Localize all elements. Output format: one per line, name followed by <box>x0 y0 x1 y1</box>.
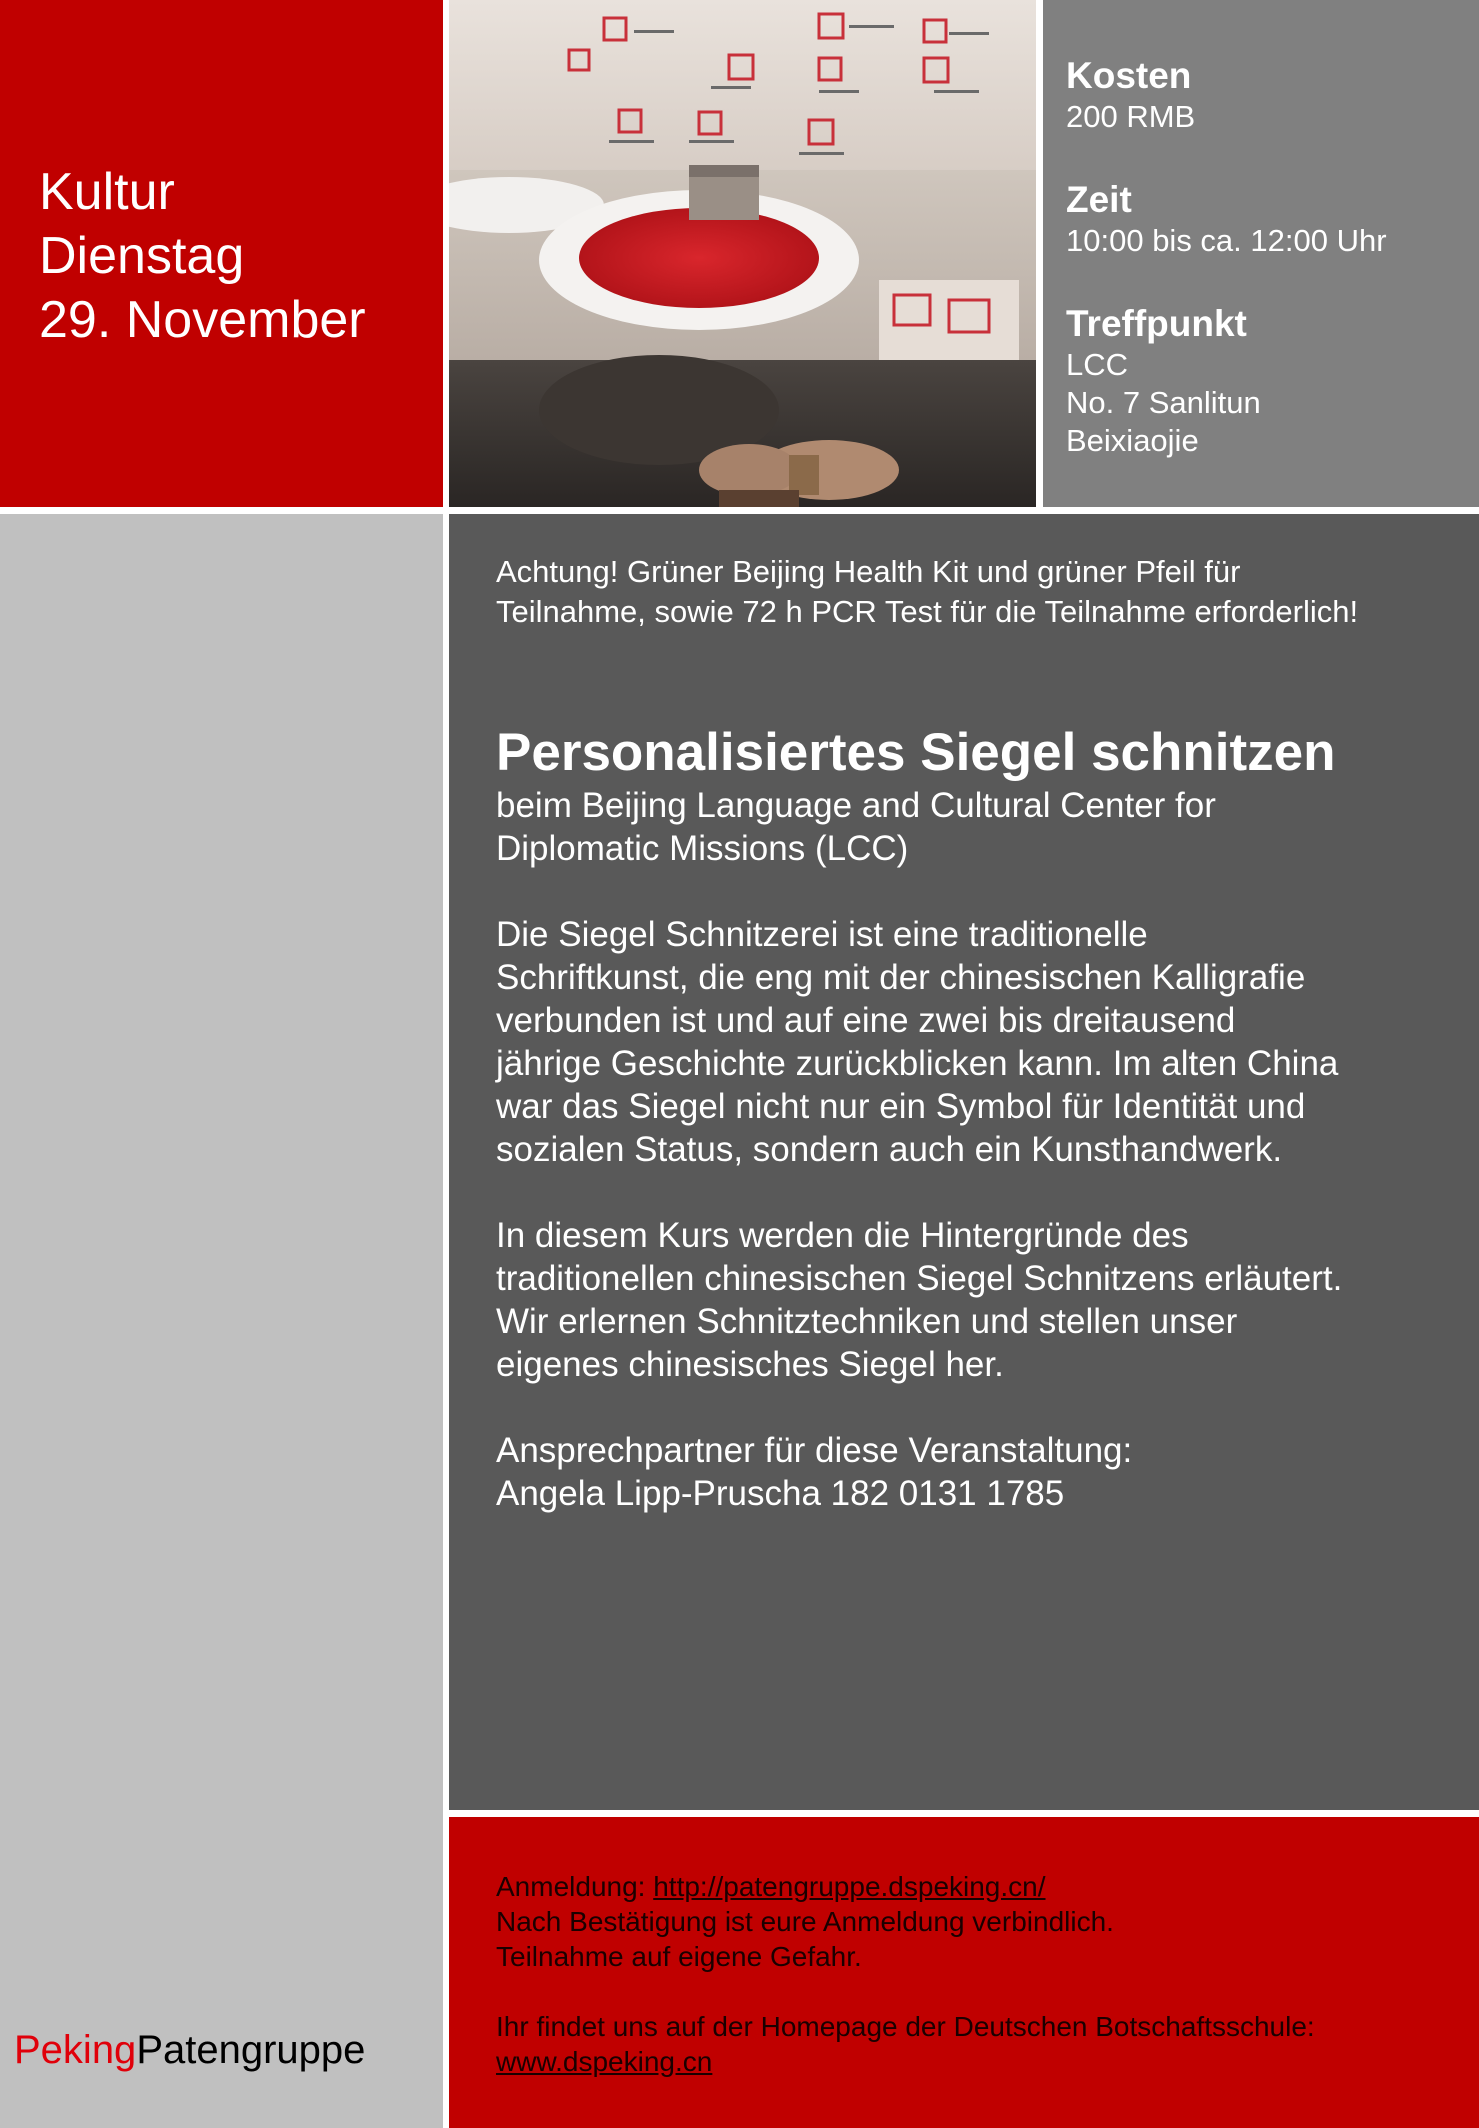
meeting-line: No. 7 Sanlitun <box>1066 385 1261 420</box>
footer-block <box>449 1817 1479 2128</box>
homepage-note: Ihr findet uns auf der Homepage der Deutschen Botschaftsschule: <box>496 2011 1315 2042</box>
notice <box>496 552 1456 632</box>
paragraph-line: In diesem Kurs werden die Hintergründe des <box>496 1216 1189 1255</box>
left-column <box>0 514 443 2128</box>
contact-label: Ansprechpartner für diese Veranstaltung: <box>496 1431 1133 1470</box>
paragraph-line: war das Siegel nicht nur ein Symbol für Identität und <box>496 1087 1306 1126</box>
paragraph-line: Wir erlernen Schnitztechniken und stellen unser <box>496 1302 1238 1341</box>
risk-note: Teilnahme auf eigene Gefahr. <box>496 1941 862 1972</box>
footer-text <box>496 1869 1315 2079</box>
description-paragraph-2 <box>496 1214 1456 1386</box>
contact-value: Angela Lipp-Pruscha 182 0131 1785 <box>496 1474 1065 1513</box>
brand-peking: Peking <box>14 2028 137 2072</box>
contact-section <box>496 1429 1456 1515</box>
subtitle-line: beim Beijing Language and Cultural Center for <box>496 786 1216 825</box>
seal-photo-illustration <box>449 0 1036 507</box>
meeting-label: Treffpunkt <box>1066 303 1247 344</box>
cost-label: Kosten <box>1066 55 1192 96</box>
event-category: Kultur <box>39 163 175 221</box>
event-subtitle <box>496 784 1456 870</box>
confirmation-note: Nach Bestätigung ist eure Anmeldung verbindlich. <box>496 1906 1114 1937</box>
header-block <box>0 0 443 507</box>
register-link[interactable]: http://patengruppe.dspeking.cn/ <box>653 1871 1046 1902</box>
event-title: Personalisiertes Siegel schnitzen <box>496 723 1336 782</box>
info-panel <box>1066 54 1387 460</box>
paragraph-line: sozialen Status, sondern auch ein Kunsthandwerk. <box>496 1130 1283 1169</box>
homepage-link[interactable]: www.dspeking.cn <box>496 2046 713 2077</box>
brand-patengruppe: Patengruppe <box>136 2028 366 2072</box>
paragraph-line: Die Siegel Schnitzerei ist eine traditionelle <box>496 915 1148 954</box>
paragraph-line: Schriftkunst, die eng mit der chinesischen Kalligrafie <box>496 958 1306 997</box>
register-label: Anmeldung: <box>496 1871 654 1902</box>
meeting-line: LCC <box>1066 347 1129 382</box>
meeting-line: Beixiaojie <box>1066 423 1199 458</box>
header-text <box>39 160 366 352</box>
paragraph-line: traditionellen chinesischen Siegel Schnitzens erläutert. <box>496 1259 1343 1298</box>
paragraph-line: verbunden ist und auf eine zwei bis dreitausend <box>496 1001 1236 1040</box>
time-value: 10:00 bis ca. 12:00 Uhr <box>1066 223 1387 258</box>
description-paragraph-1 <box>496 913 1456 1171</box>
main-content <box>449 514 1479 1810</box>
main-text <box>496 552 1456 1515</box>
time-label: Zeit <box>1066 179 1132 220</box>
notice-line: Achtung! Grüner Beijing Health Kit und grüner Pfeil für <box>496 554 1241 589</box>
notice-line: Teilnahme, sowie 72 h PCR Test für die Teilnahme erforderlich! <box>496 594 1359 629</box>
subtitle-line: Diplomatic Missions (LCC) <box>496 829 909 868</box>
paragraph-line: eigenes chinesisches Siegel her. <box>496 1345 1004 1384</box>
event-date: 29. November <box>39 291 366 349</box>
cost-value: 200 RMB <box>1066 99 1196 134</box>
brand-logo <box>14 2026 365 2074</box>
seal-carving-photo <box>449 0 1036 507</box>
register-line <box>496 1869 1315 1904</box>
paragraph-line: jährige Geschichte zurückblicken kann. Im alten China <box>496 1044 1339 1083</box>
info-block <box>1043 0 1479 507</box>
event-weekday: Dienstag <box>39 227 245 285</box>
